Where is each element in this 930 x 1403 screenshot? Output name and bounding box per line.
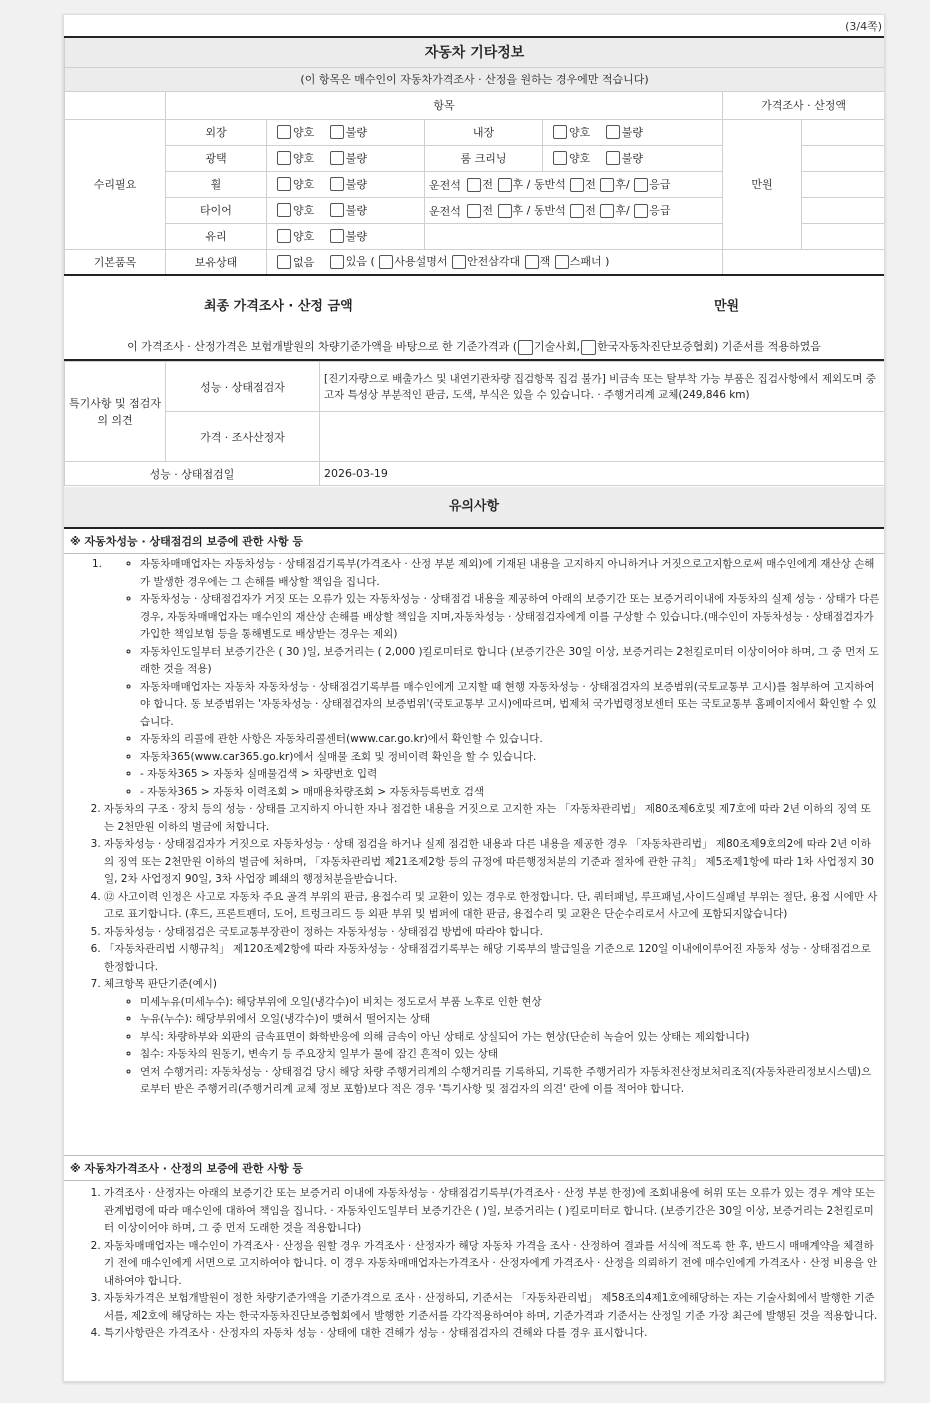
spanner-checkbox[interactable] xyxy=(555,255,569,269)
wheel-driver-front-checkbox[interactable] xyxy=(467,178,481,192)
extra-info-title: 자동차 기타정보 xyxy=(65,37,885,67)
document-page xyxy=(63,14,885,1382)
manual-checkbox[interactable] xyxy=(379,255,393,269)
basic-none-checkbox[interactable] xyxy=(277,255,291,269)
price-cell-4 xyxy=(802,197,885,223)
cautions-section-2 xyxy=(64,1155,884,1343)
page-number: (3/4쪽) xyxy=(845,20,882,33)
exterior-bad-checkbox[interactable] xyxy=(330,125,344,139)
opinion-label: 특기사항 및 점검자의 의견 xyxy=(65,362,166,462)
room-cleaning-bad-checkbox[interactable] xyxy=(606,151,620,165)
basic-price-blank xyxy=(723,249,885,275)
interior-bad-checkbox[interactable] xyxy=(606,125,620,139)
repair-tire-label: 타이어 xyxy=(166,197,267,223)
price-unit: 만원 xyxy=(723,119,802,249)
jack-checkbox[interactable] xyxy=(525,255,539,269)
tire-passenger-front-checkbox[interactable] xyxy=(570,204,584,218)
tire-driver-label: 운전석 xyxy=(429,204,461,218)
tire-good-checkbox[interactable] xyxy=(277,203,291,217)
tire-driver-rear-checkbox[interactable] xyxy=(498,204,512,218)
section1-item: 2. 자동차의 구조 · 장치 등의 성능 · 상태를 고지하지 아니한 자나 점검한 내용을 거짓으로 고지한 자는 「자동차관리법」 제80조제6호및 제7호에 따라 2년 이하의 징역 또는 2천만원 이하의 벌금에 처합니다. xyxy=(104,801,878,836)
section1-item: 4. ⑫ 사고이력 인정은 사고로 자동차 주요 골격 부위의 판금, 용접수리 및 교환이 있는 경우로 한정합니다. 단, 쿼터패널, 루프패널,사이드실패널 부위는 절단, 용접 시에만 사고로 표기합니다. (후드, 프론트펜더, 도어, 트렁크리드 등 외판 부위 및 범퍼에 대한 판금, 용접수리 및 교환은 단순수리로서 사고에 포함되지않습니다) xyxy=(104,889,878,924)
wheel-driver-rear-checkbox[interactable] xyxy=(498,178,512,192)
wheel-good-checkbox[interactable] xyxy=(277,177,291,191)
wheel-emergency-checkbox[interactable] xyxy=(634,178,648,192)
wheel-bad-checkbox[interactable] xyxy=(330,177,344,191)
exterior-good-checkbox[interactable] xyxy=(277,125,291,139)
opinion-table xyxy=(64,361,885,486)
inspection-date-label: 성능 · 상태점검일 xyxy=(65,462,320,486)
section1-item: 5. 자동차성능 · 상태점검은 국토교통부장관이 정하는 자동차성능 · 상태점검 방법에 따라야 합니다. xyxy=(104,924,878,942)
appraiser-opinion xyxy=(320,412,885,462)
repair-interior-label: 내장 xyxy=(425,119,543,145)
item1-dash: ◦ - 자동차365 > 자동차 실매물검색 > 차량번호 입력 xyxy=(140,766,884,784)
possession-label: 보유상태 xyxy=(166,249,267,275)
inspector-opinion: [진기자량으로 배출가스 및 내연기관차량 집검항목 집검 불가] 비금속 또는 탈부착 가능 부품은 집검사항에서 제외도며 중고자 특성상 부분적인 판금, 도색, 부식은 있을 수 있습니다. · 주행거리계 교체(249,846 km) xyxy=(320,362,885,412)
inspector-label: 성능 · 상태점검자 xyxy=(166,362,320,412)
inspection-date: 2026-03-19 xyxy=(320,462,885,486)
glass-good-checkbox[interactable] xyxy=(277,229,291,243)
item7-bullet: ◦ 누유(누수): 해당부위에서 오일(냉각수)이 맺혀서 떨어지는 상태 xyxy=(140,1011,878,1029)
final-price-section xyxy=(64,275,884,361)
section2-item: 3. 자동차가격은 보험개발원이 정한 차량기준가액을 기준가격으로 조사 · 산정하되, 기준서는 「자동차관리법」 제58조의4제1호에해당하는 자는 기술사회에서 발행한 기준서를, 제2호에 해당하는 자는 한국자동차진단보증협회에서 발행한 기준서를 각각적용하여야 하며, 기준가격과 기준서는 산정일 기준 가장 최근에 발행된 것을 적용합니다. xyxy=(104,1290,878,1325)
wheel-passenger-rear-checkbox[interactable] xyxy=(600,178,614,192)
price-cell-1 xyxy=(802,119,885,145)
basic-items-label: 기본품목 xyxy=(65,249,166,275)
item7-bullet: ◦ 미세누유(미세누수): 해당부위에 오일(냉각수)이 비치는 정도로서 부품 노후로 인한 현상 xyxy=(140,994,878,1012)
header-blank xyxy=(65,91,166,119)
room-cleaning-good-checkbox[interactable] xyxy=(553,151,567,165)
section2-item: 2. 자동차매매업자는 매수인이 가격조사 · 산정을 원할 경우 가격조사 · 산정자가 해당 자동차 가격을 조사 · 산정하여 결과를 서식에 적도록 한 후, 반드시 매매계약을 체결하기 전에 매수인에게 서면으로 고지하여야 합니다. 이 경우 자동차매매업자는가격조사 · 산정자에게 가격조사 · 산정을 의뢰하기 전에 매수인에게 가격조사 · 산정 비용을 안내하여야 합니다. xyxy=(104,1238,878,1291)
cautions-section-1: ※ 자동차성능 · 상태점검의 보증에 관한 사항 등 1. ◦ 자동차매매업자는 자동차성능 · 상태점검기록부(가격조사 · 산정 부분 제외)에 기재된 내용을 고지하지 아니하거나 거짓으로고지함으로써 매수인에게 재산상 손해가 발생한 경우에는 그 손해를 배상할 책임을 집니다. ◦ 자동차성능 · 상태점검자가 거짓 또는 오류가 있는 자동차성능 · 상태점검 내용을 제공하여 아래의 보증기간 또는 보증거리이내에 자동차의 실제 성능 · 상태가 다른 경우, 자동차매매업자는 매수인의 재산상 손해를 배상할 책임을 지며,자동차성능 · 상태점검자에게 이를 구상할 수 있습니다.(매수인이 자동차성능 · 상태점검자가 가입한 책임보험 등을 통해별도로 배상받는 경우는 제외) ◦ 자동차인도일부터 보증기간은 ( 30 )일, 보증거리는 ( 2,000 )킬로미터로 합니다 (보증기간은 30일 이상, 보증거리는 2천킬로미터 이상이어야 하며, 그 중 먼저 도래한 것을 적용) ◦ 자동차매매업자는 자동차 자동차성능 · 상태점검기록부를 매수인에게 고지할 때 현행 자동차성능 · 상태점검자의 보증범위(국토교통부 고시)를 첨부하여 고지하여야 합니다. 동 보증범위는 '자동차성능 · 상태점검자의 보증범위'(국토교통부 고시)에따르며, 법제처 국가법령정보센터 또는 국토교통부 홈페이지에서 확인할 수 있습니다. ◦ 자동차의 리콜에 관한 사항은 자동차리콜센터(www.car.go.kr)에서 확인할 수 있습니다. ◦ 자동차365(www.car365.go.kr)에서 실매물 조회 및 정비이력 확인을 할 수 있습니다. ◦ - 자동차365 > 자동차 실매물검색 > 차량번호 입력 ◦ - 자동차365 > 자동차 이력조회 > 매매용차량조회 > 자동차등록번호 검색 2. 자동차의 구조 · 장치 등의 성능 · 상태를 고지하지 아니한 자나 점검한 내용을 거짓으로 고지한 자는 「자동차관리법」 제80조제6호및 제7호에 따라 2년 이하의 징역 또는 2천만원 이하의 벌금에 처합니다. 3. 자동차성능 · 상태점검자가 거짓으로 자동차성능 · 상태 점검을 하거나 실제 점검한 내용과 다른 내용을 제공한 경우 「자동차관리법」 제80조제9호의2에 따라 2년 이하의 징역 또는 2천만원 이하의 벌금에 처하며, 「자동차관리법 제21조제2항 등의 규정에 따른행정처분의 기준과 절차에 관한 규칙」 제5조제1항에 따라 1차 사업정지 30일, 2차 사업정지 90일, 3차 사업장 폐쇄의 행정처분을받습니다. 4. ⑫ 사고이력 인정은 사고로 자동차 주요 골격 부위의 판금, 용접수리 및 교환이 있는 경우로 한정합니다. 단, 쿼터패널, 루프패널,사이드실패널 부위는 절단, 용접 시에만 사고로 표기합니다. (후드, 프론트펜더, 도어, 트렁크리드 등 외판 부위 및 범퍼에 대한 판금, 용접수리 및 교환은 단순수리로서 사고에 포함되지않습니다) 5. 자동차성능 · 상태점검은 국토교통부장관이 정하는 자동차성능 · 상태점검 방법에 따라야 합니다. 6. 「자동차관리법 시행규칙」 제120조제2항에 따라 자동차성능 · 상태점검기록부는 해당 기록부의 발급일을 기준으로 120일 이내에이루어진 자동차 성능 · 상태점검으로 한정합니다. 7. 체크항목 판단기준(예시) ◦ 미세누유(미세누수): 해당부위에 오일(냉각수)이 비치는 정도로서 부품 노후로 인한 현상 ◦ 누유(누수): 해당부위에서 오일(냉각수)이 맺혀서 떨어지는 상태 ◦ 부식: 차량하부와 외판의 금속표면이 화학반응에 의해 금속이 아닌 상태로 상실되어 가는 현상(단순히 녹슬어 있는 상태는 제외합니다) ◦ 침수: 자동차의 원동기, 변속기 등 주요장치 일부가 물에 잠긴 흔적이 있는 상태 ◦ 연저 수행거리: 자동차성능 · 상태점검 당시 해당 차량 주행거리계의 수행거리를 기록하되, 기록한 주행거리가 자동차전산정보처리조직(자동차관리정보시스템)으로부터 받은 주행거리(주행거리계 교체 정보 포함)보다 적은 경우 '특기사항 및 점검자의 의견' 란에 이를 적어야 합니다. xyxy=(64,529,884,1099)
item1-bullet: ◦ 자동차매매업자는 자동차성능 · 상태점검기록부(가격조사 · 산정 부분 제외)에 기재된 내용을 고지하지 아니하거나 거짓으로고지함으로써 매수인에게 재산상 손해가 발생한 경우에는 그 손해를 배상할 책임을 집니다. xyxy=(140,556,884,591)
section1-heading: ※ 자동차성능 · 상태점검의 보증에 관한 사항 등 xyxy=(64,529,884,554)
price-cell-5 xyxy=(802,223,885,249)
item1-bullet: ◦ 자동차인도일부터 보증기간은 ( 30 )일, 보증거리는 ( 2,000 )킬로미터로 합니다 (보증기간은 30일 이상, 보증거리는 2천킬로미터 이상이어야 하며, 그 중 먼저 도래한 것을 적용) xyxy=(140,644,884,679)
appraiser-label: 가격 · 조사산정자 xyxy=(166,412,320,462)
price-cell-2 xyxy=(802,145,885,171)
section2-item: 4. 특기사항란은 가격조사 · 산정자의 자동차 성능 · 상태에 대한 견해가 성능 · 상태점검자의 견해와 다를 경우 표시합니다. xyxy=(104,1325,878,1343)
cautions-title: 유의사항 xyxy=(64,487,884,529)
tire-passenger-rear-checkbox[interactable] xyxy=(600,204,614,218)
wheel-passenger-front-checkbox[interactable] xyxy=(570,178,584,192)
final-price-note: 이 가격조사 · 산정가격은 보험개발원의 차량기준가액을 바탕으로 한 기준가격과 ( 기술사회, 한국자동차진단보증협회) 기준서를 적용하였음 xyxy=(127,340,821,353)
wheel-driver-label: 운전석 xyxy=(429,178,461,192)
header-item: 항목 xyxy=(166,91,723,119)
glass-bad-checkbox[interactable] xyxy=(330,229,344,243)
item1-bullet: ◦ 자동차성능 · 상태점검자가 거짓 또는 오류가 있는 자동차성능 · 상태점검 내용을 제공하여 아래의 보증기간 또는 보증거리이내에 자동차의 실제 성능 · 상태가 다른 경우, 자동차매매업자는 매수인의 재산상 손해를 배상할 책임을 지며,자동차성능 · 상태점검자에게 이를 구상할 수 있습니다.(매수인이 자동차성능 · 상태점검자가 가입한 책임보험 등을 통해별도로 배상받는 경우는 제외) xyxy=(140,591,884,644)
item7-bullet: ◦ 부식: 차량하부와 외판의 금속표면이 화학반응에 의해 금속이 아닌 상태로 상실되어 가는 현상(단순히 녹슬어 있는 상태는 제외합니다) xyxy=(140,1029,878,1047)
header-price: 가격조사 · 산정액 xyxy=(723,91,885,119)
section1-item: 6. 「자동차관리법 시행규칙」 제120조제2항에 따라 자동차성능 · 상태점검기록부는 해당 기록부의 발급일을 기준으로 120일 이내에이루어진 자동차 성능 · 상태점검으로 한정합니다. xyxy=(104,941,878,976)
repair-exterior-label: 외장 xyxy=(166,119,267,145)
repair-group-label: 수리필요 xyxy=(65,119,166,249)
tech-society-checkbox[interactable] xyxy=(518,340,533,355)
item1-bullet: ◦ 자동차매매업자는 자동차 자동차성능 · 상태점검기록부를 매수인에게 고지할 때 현행 자동차성능 · 상태점검자의 보증범위(국토교통부 고시)를 첨부하여 고지하여야 합니다. 동 보증범위는 '자동차성능 · 상태점검자의 보증범위'(국토교통부 고시)에따르며, 법제처 국가법령정보센터 또는 국토교통부 홈페이지에서 확인할 수 있습니다. xyxy=(140,679,884,732)
polish-good-checkbox[interactable] xyxy=(277,151,291,165)
item1-bullet: ◦ 자동차의 리콜에 관한 사항은 자동차리콜센터(www.car.go.kr)에서 확인할 수 있습니다. xyxy=(140,731,884,749)
basic-have-checkbox[interactable] xyxy=(330,255,344,269)
item7-bullet: ◦ 침수: 자동차의 원동기, 변속기 등 주요장치 일부가 물에 잠긴 흔적이 있는 상태 xyxy=(140,1046,878,1064)
item1-bullet: ◦ 자동차365(www.car365.go.kr)에서 실매물 조회 및 정비이력 확인을 할 수 있습니다. xyxy=(140,749,884,767)
interior-good-checkbox[interactable] xyxy=(553,125,567,139)
final-price-label: 최종 가격조사 · 산정 금액 xyxy=(204,299,353,314)
tire-driver-front-checkbox[interactable] xyxy=(467,204,481,218)
tire-bad-checkbox[interactable] xyxy=(330,203,344,217)
glass-blank xyxy=(425,223,723,249)
section1-item: 7. 체크항목 판단기준(예시) xyxy=(104,976,878,994)
polish-bad-checkbox[interactable] xyxy=(330,151,344,165)
price-cell-3 xyxy=(802,171,885,197)
triangle-checkbox[interactable] xyxy=(452,255,466,269)
section2-heading: ※ 자동차가격조사 · 산정의 보증에 관한 사항 등 xyxy=(64,1155,884,1181)
repair-polish-label: 광택 xyxy=(166,145,267,171)
repair-room-cleaning-label: 룸 크리닝 xyxy=(425,145,543,171)
section2-item: 1. 가격조사 · 산정자는 아래의 보증기간 또는 보증거리 이내에 자동차성능 · 상태점검기록부(가격조사 · 산정 부분 한정)에 조회내용에 허위 또는 오류가 있는 경우 계약 또는 관계법령에 따라 매수인에 대하여 책임을 집니다. · 자동차인도일부터 보증기간은 ( )일, 보증거리는 ( )킬로미터로 합니다. (보증기간은 30일 이상, 보증거리는 2천킬로미터 이상이어야 하며, 그 중 먼저 도래한 것을 적용합니다) xyxy=(104,1185,878,1238)
item1-dash: ◦ - 자동차365 > 자동차 이력조회 > 매매용차량조회 > 자동차등록번호 검색 xyxy=(140,784,884,802)
extra-info-table: 자동차 기타정보 (이 항목은 매수인이 자동차가격조사 · 산정을 원하는 경우에만 적습니다) 항목 가격조사 · 산정액 수리필요 외장 양호 불량 내장 양호 불량 만원 광택 양호 불량 룸 크리닝 양호 불량 휠 양호 불량 운전석 전 후 / 동반석 전 후/ 응급 타이어 양호 불량 운전석 전 후 / 동반석 전 후/ 응급 유리 양호 불량 기본품목 보유상태 없음 있음 ( 사용설명서 안전삼각대 잭 스패너 ) xyxy=(64,36,885,276)
repair-glass-label: 유리 xyxy=(166,223,267,249)
diagnosis-association-checkbox[interactable] xyxy=(581,340,596,355)
extra-info-subtitle: (이 항목은 매수인이 자동차가격조사 · 산정을 원하는 경우에만 적습니다) xyxy=(65,67,885,91)
item7-bullet: ◦ 연저 수행거리: 자동차성능 · 상태점검 당시 해당 차량 주행거리계의 수행거리를 기록하되, 기록한 주행거리가 자동차전산정보처리조직(자동차관리정보시스템)으로부터 받은 주행거리(주행거리계 교체 정보 포함)보다 적은 경우 '특기사항 및 점검자의 의견' 란에 이를 적어야 합니다. xyxy=(140,1064,878,1099)
section1-item: 3. 자동차성능 · 상태점검자가 거짓으로 자동차성능 · 상태 점검을 하거나 실제 점검한 내용과 다른 내용을 제공한 경우 「자동차관리법」 제80조제9호의2에 따라 2년 이하의 징역 또는 2천만원 이하의 벌금에 처하며, 「자동차관리법 제21조제2항 등의 규정에 따른행정처분의 기준과 절차에 관한 규칙」 제5조제1항에 따라 1차 사업정지 30일, 2차 사업정지 90일, 3차 사업장 폐쇄의 행정처분을받습니다. xyxy=(104,836,878,889)
tire-emergency-checkbox[interactable] xyxy=(634,204,648,218)
final-price-unit: 만원 xyxy=(714,299,740,314)
repair-wheel-label: 휠 xyxy=(166,171,267,197)
